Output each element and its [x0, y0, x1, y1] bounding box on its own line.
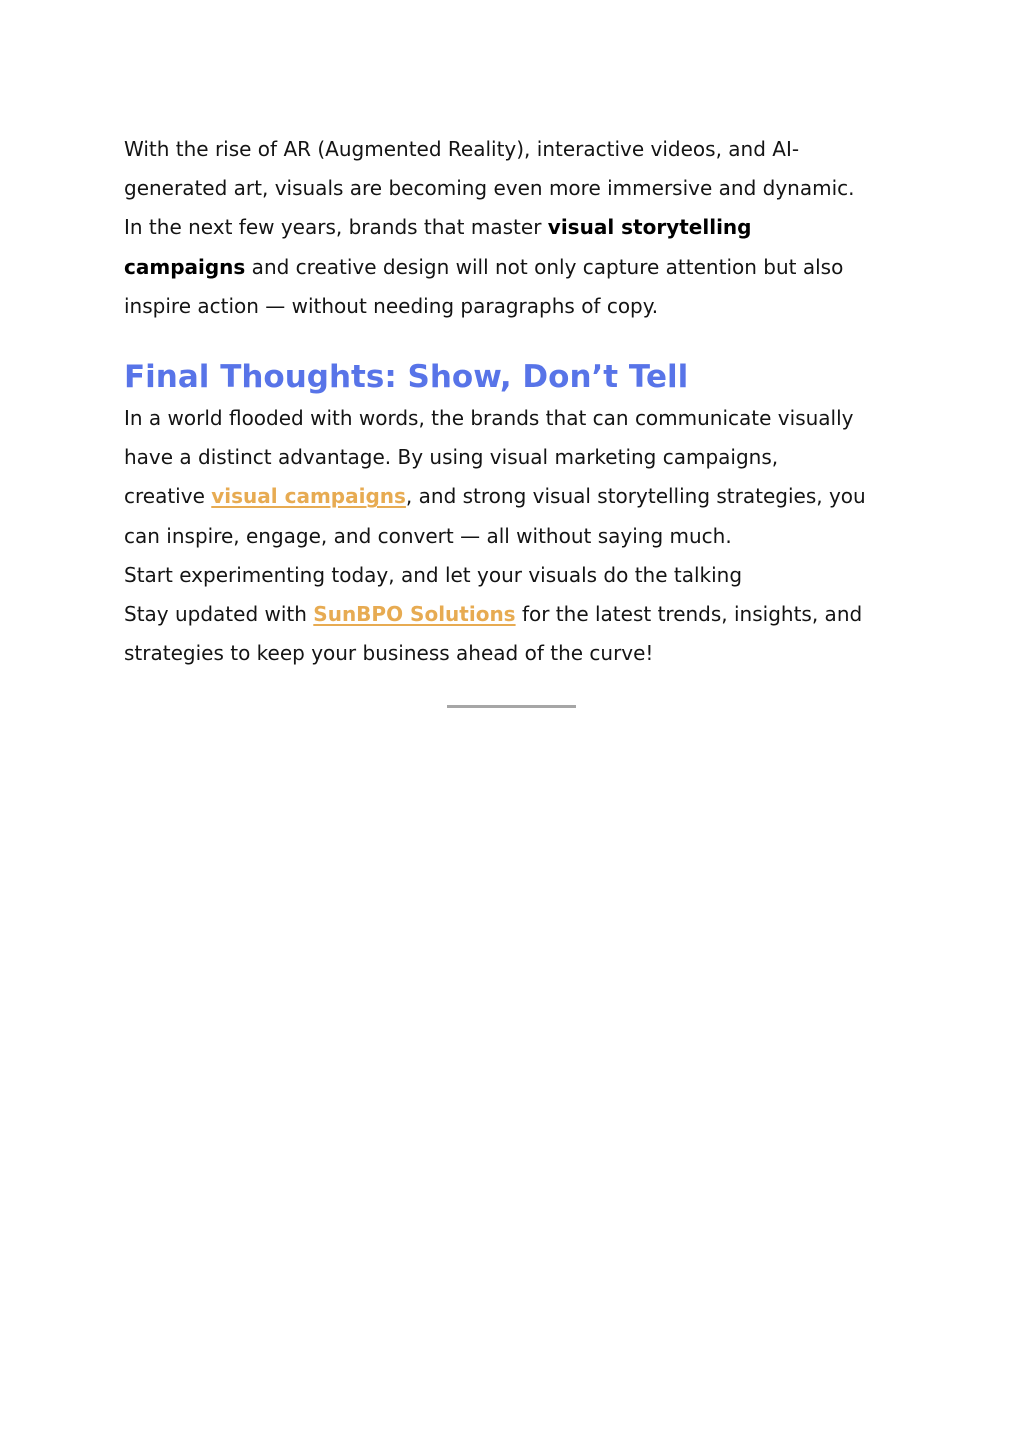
intro-paragraph: [124, 130, 894, 326]
final-thoughts-paragraph: [124, 399, 894, 673]
intro-bold-campaigns: campaigns: [124, 254, 246, 279]
intro-line-4: and creative design will not only capture attention but also: [245, 254, 844, 279]
final-line-3: creative: [124, 484, 212, 509]
final-line-2: have a distinct advantage. By using visual marketing campaigns,: [124, 445, 779, 470]
final-line-3-end: , and strong visual storytelling strategies, you: [405, 484, 866, 509]
final-line-6: Stay updated with: [124, 602, 314, 627]
visual-campaigns-link[interactable]: visual campaigns: [211, 484, 406, 509]
intro-line-5: inspire action — without needing paragraphs of copy.: [124, 293, 659, 318]
final-line-5: Start experimenting today, and let your visuals do the talking: [124, 562, 743, 587]
section-divider: [447, 705, 576, 708]
final-line-1: In a world flooded with words, the brands that can communicate visually: [124, 406, 854, 431]
intro-line-3: In the next few years, brands that master: [124, 215, 548, 240]
intro-line-1: With the rise of AR (Augmented Reality), interactive videos, and AI-: [124, 137, 800, 161]
final-line-4: can inspire, engage, and convert — all without saying much.: [124, 523, 732, 548]
final-line-7: strategies to keep your business ahead of the curve!: [124, 641, 654, 666]
intro-line-2: generated art, visuals are becoming even more immersive and dynamic.: [124, 176, 855, 201]
sunbpo-solutions-link[interactable]: SunBPO Solutions: [313, 602, 516, 627]
section-heading: Final Thoughts: Show, Don’t Tell: [124, 359, 689, 396]
intro-bold-visual-storytelling: visual storytelling: [547, 215, 752, 240]
final-line-6-end: for the latest trends, insights, and: [515, 602, 863, 627]
document-page: [124, 130, 894, 673]
